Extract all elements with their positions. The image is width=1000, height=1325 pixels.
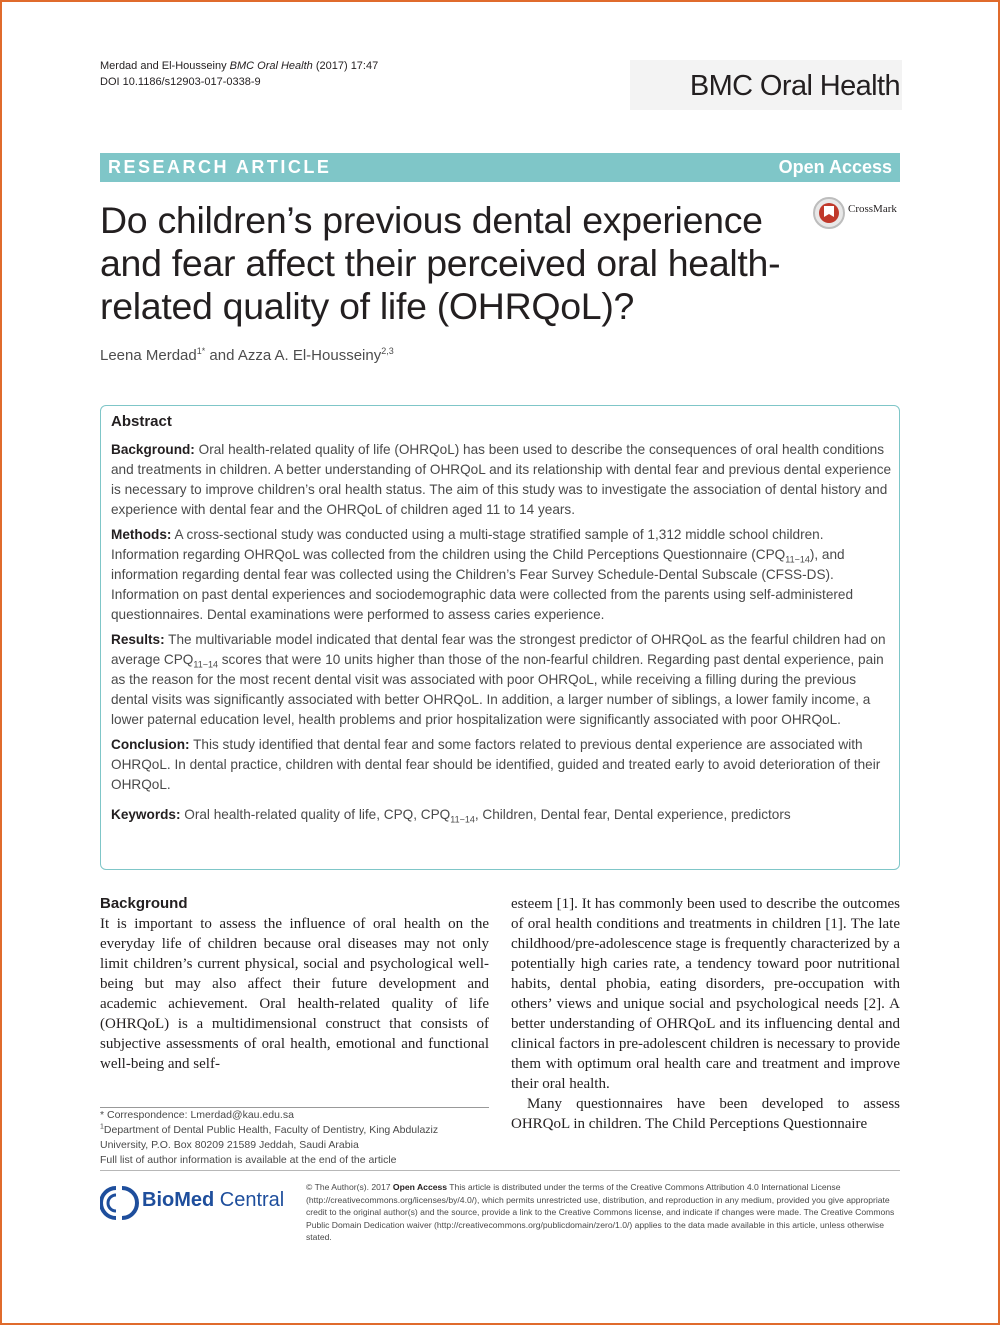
- journal-name: BMC Oral Health: [689, 70, 900, 102]
- abstract-keywords-label: Keywords:: [111, 807, 181, 822]
- abstract-keywords-text: Oral health-related quality of life, CPQ, CPQ: [180, 807, 451, 822]
- abstract-background-label: Background:: [111, 442, 195, 457]
- abstract-conclusion-label: Conclusion:: [111, 737, 190, 752]
- abstract-methods-text: A cross-sectional study was conducted using a multi-stage stratified sample of 1,312 middle school children. Information regarding OHRQoL was collected from the children using the Child Perceptions Questionnaire (CPQ: [111, 527, 824, 562]
- subscript: 11−14: [193, 659, 218, 670]
- abstract-background: [111, 440, 893, 520]
- section-heading: Background: [100, 895, 188, 912]
- citation: [100, 58, 378, 90]
- crossmark-icon[interactable]: [812, 196, 846, 235]
- abstract-methods-label: Methods:: [111, 527, 172, 542]
- footnotes: [100, 1108, 489, 1168]
- body-paragraph: esteem [1]. It has commonly been used to describe the outcomes of oral health conditions and treatments in children [1]. The late childhood/pre-adolescence stage is frequently characterized by a potentially high caries rate, a tendency toward poor nutritional habits, dental phobia, eating disorders, pre-occupation with others’ views and unique social and psychological needs [2]. A better understanding of OHRQoL and its influencing dental and clinical factors in pre-adolescent children is necessary to provide them with optimum oral health care and treatment and improve their oral health.: [511, 896, 901, 1092]
- doi[interactable]: DOI 10.1186/s12903-017-0338-9: [100, 76, 261, 88]
- publisher-name-rest: Central: [214, 1189, 285, 1211]
- abstract-keywords: [111, 805, 893, 825]
- article-type-label: RESEARCH ARTICLE: [108, 157, 332, 177]
- author-affiliation-sup: 1*: [196, 346, 206, 356]
- crossmark-label[interactable]: CrossMark: [848, 203, 897, 215]
- author-affiliation-sup: 2,3: [381, 346, 394, 356]
- abstract-methods-text-cont: ), and information regarding dental fear was collected using the Children’s Fear Survey Schedule-Dental Subscale (CFSS-DS). Information on past dental experiences and sociodemographic data were collected from the parents using self-administered questionnaires. Dental examinations were performed to assess caries experience.: [111, 547, 854, 622]
- abstract-box: [100, 405, 900, 870]
- subscript: 11−14: [450, 814, 475, 825]
- footer-divider: [100, 1170, 900, 1171]
- body-left-column: [100, 894, 489, 1074]
- abstract-conclusion: [111, 735, 893, 795]
- article-type-banner: [100, 153, 900, 182]
- citation-journal: BMC Oral Health: [229, 60, 313, 72]
- abstract-conclusion-text: This study identified that dental fear and some factors related to previous dental experience are associated with OHRQoL. In dental practice, children with dental fear should be identified, guided and treated early to avoid deterioration of their OHRQoL.: [111, 737, 881, 792]
- affiliation-text: Department of Dental Public Health, Faculty of Dentistry, King Abdulaziz University, P.O. Box 80209 21589 Jeddah, Saudi Arabia: [100, 1124, 439, 1151]
- biomed-central-logo-icon: [100, 1185, 140, 1226]
- affiliation-sup: 1: [100, 1123, 104, 1131]
- citation-year-volume: (2017) 17:47: [312, 60, 379, 72]
- citation-line: [100, 58, 378, 74]
- open-access-label: Open Access: [778, 157, 892, 177]
- affiliation-note: [100, 1123, 489, 1153]
- abstract-keywords-text-cont: , Children, Dental fear, Dental experience, predictors: [474, 807, 791, 822]
- subscript: 11−14: [785, 554, 810, 565]
- body-right-column: [511, 894, 900, 1134]
- abstract-background-text: Oral health-related quality of life (OHRQoL) has been used to describe the consequences of oral health conditions and treatments in children. A better understanding of OHRQoL and its relationship with dental fear and previous dental experience is necessary to improve children’s oral health status. The aim of this study was to investigate the association of dental history and experience with dental fear and the OHRQoL of children aged 11 to 14 years.: [111, 442, 892, 517]
- body-paragraph: Many questionnaires have been developed to assess OHRQoL in children. The Child Perceptions Questionnaire: [511, 1096, 900, 1132]
- publisher-name-bold: BioMed: [142, 1189, 215, 1211]
- abstract-results-text: The multivariable model indicated that dental fear was the strongest predictor of OHRQoL as the fearful children had on average CPQ: [111, 632, 886, 667]
- publisher-name: [142, 1189, 284, 1212]
- body-paragraph: It is important to assess the influence of oral health on the everyday life of children because oral diseases may not only limit children’s current physical, social and psychological well-being but may also affect their future development and academic achievement. Oral health-related quality of life (OHRQoL) is a multidimensional construct that consists of subjective assessments of oral health, emotional and functional well-being and self-: [100, 916, 489, 1072]
- author-list: [100, 347, 394, 364]
- correspondence-note[interactable]: * Correspondence: Lmerdad@kau.edu.sa: [100, 1109, 294, 1121]
- license-text: This article is distributed under the terms of the Creative Commons Attribution 4.0 International License (http://creativecommons.org/licenses/by/4.0/), which permits unrestricted use, distribution, and reproduction in any medium, provided you give appropriate credit to the original author(s) and the source, provide a link to the Creative Commons license, and indicate if changes were made. The Creative Commons Public Domain Dedication waiver (http://creativecommons.org/publicdomain/zero/1.0/) applies to the data made available in this article, unless otherwise stated.: [306, 1182, 895, 1242]
- license-open-access: Open Access: [392, 1182, 448, 1192]
- author-info-note: Full list of author information is available at the end of the article: [100, 1154, 397, 1166]
- author-conjunction: and: [205, 347, 238, 364]
- abstract-results: [111, 630, 893, 730]
- abstract-results-label: Results:: [111, 632, 165, 647]
- license-prefix: © The Author(s). 2017: [306, 1182, 393, 1192]
- abstract-heading: Abstract: [111, 413, 172, 430]
- author-name[interactable]: Azza A. El-Housseiny: [237, 347, 382, 364]
- abstract-results-text-cont: scores that were 10 units higher than those of the non-fearful children. Regarding past dental experience, pain as the reason for the most recent dental visit was associated with poor OHRQoL, while receiving a filling during the previous dental visits was significantly associated with better OHRQoL. In addition, a larger number of siblings, a lower family income, a lower paternal education level, health problems and prior hospitalization were significantly associated with poor OHRQoL.: [111, 652, 884, 727]
- abstract-methods: [111, 525, 893, 625]
- author-name[interactable]: Leena Merdad: [100, 347, 197, 364]
- citation-authors: Merdad and El-Housseiny: [100, 60, 227, 72]
- article-title: Do children’s previous dental experience and fear affect their perceived oral health-related quality of life (OHRQoL)?: [100, 199, 781, 327]
- license-notice: [306, 1181, 900, 1244]
